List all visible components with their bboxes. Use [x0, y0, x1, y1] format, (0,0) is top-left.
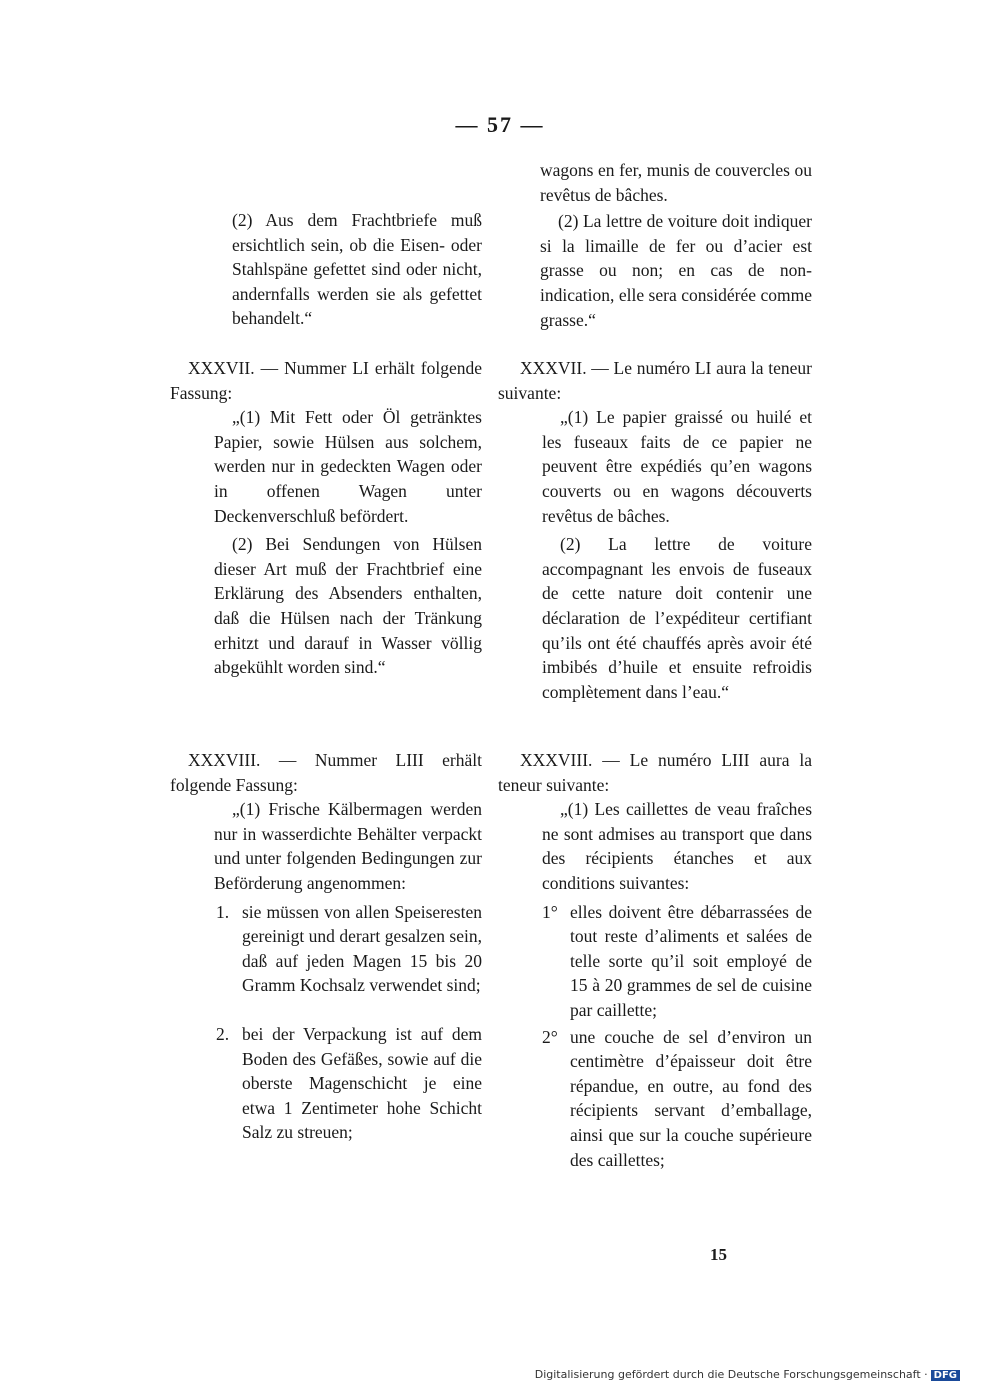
footer-text: Digitalisierung gefördert durch die Deutsche Forschungsgemeinschaft · — [534, 1368, 928, 1381]
de-section-38 — [170, 748, 482, 1145]
de-section-heading: XXXVII. — Nummer LI erhält folgende Fassung: — [170, 358, 482, 403]
de-paragraph: (2) Bei Sendungen von Hülsen dieser Art muß der Frachtbrief eine Erklärung des Absenders enthalten, daß die Hülsen nach der Tränkung erhitzt und darauf in Wasser völlig abgekühlt worden sind.“ — [214, 534, 482, 678]
fr-paragraph-continuation — [498, 158, 812, 332]
de-paragraph: (2) Aus dem Frachtbriefe muß ersichtlich sein, ob die Eisen- oder Stahlspäne gefettet sind oder nicht, andernfalls werden sie als gefettet behandelt.“ — [232, 210, 482, 329]
de-section-37 — [170, 356, 482, 680]
signature-mark: 15 — [710, 1245, 727, 1264]
list-text: sie müssen von allen Speiseresten gereinigt und derart gesalzen sein, daß auf jeden Magen 15 bis 20 Gramm Kochsalz verwendet sind; — [242, 901, 482, 996]
digitization-footer — [535, 1368, 960, 1381]
fr-list-item — [498, 900, 812, 1023]
list-number: 2° — [542, 1026, 558, 1047]
list-number: 1° — [542, 901, 558, 922]
page-number: — 57 — — [455, 112, 545, 137]
list-number: 1. — [216, 901, 230, 922]
list-text: elles doivent être débarrassées de tout reste d’aliments et salées de telle sorte qu’il soit employé de 15 à 20 grammes de sel de cuisine par caillette; — [570, 901, 812, 1020]
fr-section-heading: XXXVII. — Le numéro LI aura la teneur suivante: — [498, 358, 812, 403]
fr-section-38 — [498, 748, 812, 1172]
fr-section-37 — [498, 356, 812, 704]
fr-paragraph: „(1) Le papier graissé ou huilé et les fuseaux faits de ce papier ne peuvent être expédiés qu’en wagons couverts ou en wagons découverts revêtus de bâches. — [542, 407, 812, 526]
de-section-heading: XXXVIII. — Nummer LIII erhält folgende Fassung: — [170, 750, 482, 795]
fr-list-item — [498, 1025, 812, 1173]
dfg-logo: DFG — [931, 1370, 960, 1381]
list-text: une couche de sel d’environ un centimètre d’épaisseur doit être répandue, en outre, au fond des récipients servant d’emballage, ainsi que sur la couche supérieure des caillettes; — [570, 1026, 812, 1170]
de-paragraph-continuation — [170, 208, 482, 331]
fr-paragraph: (2) La lettre de voiture doit indiquer si la limaille de fer ou d’acier est grasse ou non; en cas de non-indication, elle sera considérée comme grasse.“ — [540, 211, 812, 330]
de-list-item — [170, 1022, 482, 1145]
de-paragraph: „(1) Mit Fett oder Öl getränktes Papier, sowie Hülsen aus solchem, werden nur in gedeckten Wagen oder in offenen Wagen unter Deckenverschluß befördert. — [214, 407, 482, 526]
de-list-item — [170, 900, 482, 998]
fr-paragraph: (2) La lettre de voiture accompagnant les envois de fuseaux de cette nature doit contenir une déclaration de l’expéditeur certifiant qu’ils ont été chauffés après avoir été imbibés d’huile et ensuite refroidis complètement dans l’eau.“ — [542, 534, 812, 702]
fr-paragraph: wagons en fer, munis de couvercles ou revêtus de bâches. — [540, 160, 812, 205]
list-number: 2. — [216, 1023, 230, 1044]
list-text: bei der Verpackung ist auf dem Boden des Gefäßes, sowie auf die oberste Magenschicht je eine etwa 1 Zentimeter hohe Schicht Salz zu streuen; — [242, 1023, 482, 1143]
fr-paragraph: „(1) Les caillettes de veau fraîches ne sont admises au transport que dans des récipients étanches et aux conditions suivantes: — [542, 799, 812, 893]
fr-section-heading: XXXVIII. — Le numéro LIII aura la teneur suivante: — [498, 750, 812, 795]
de-paragraph: „(1) Frische Kälbermagen werden nur in wasserdichte Behälter verpackt und unter folgenden Bedingungen zur Beförderung angenommen: — [214, 799, 482, 893]
